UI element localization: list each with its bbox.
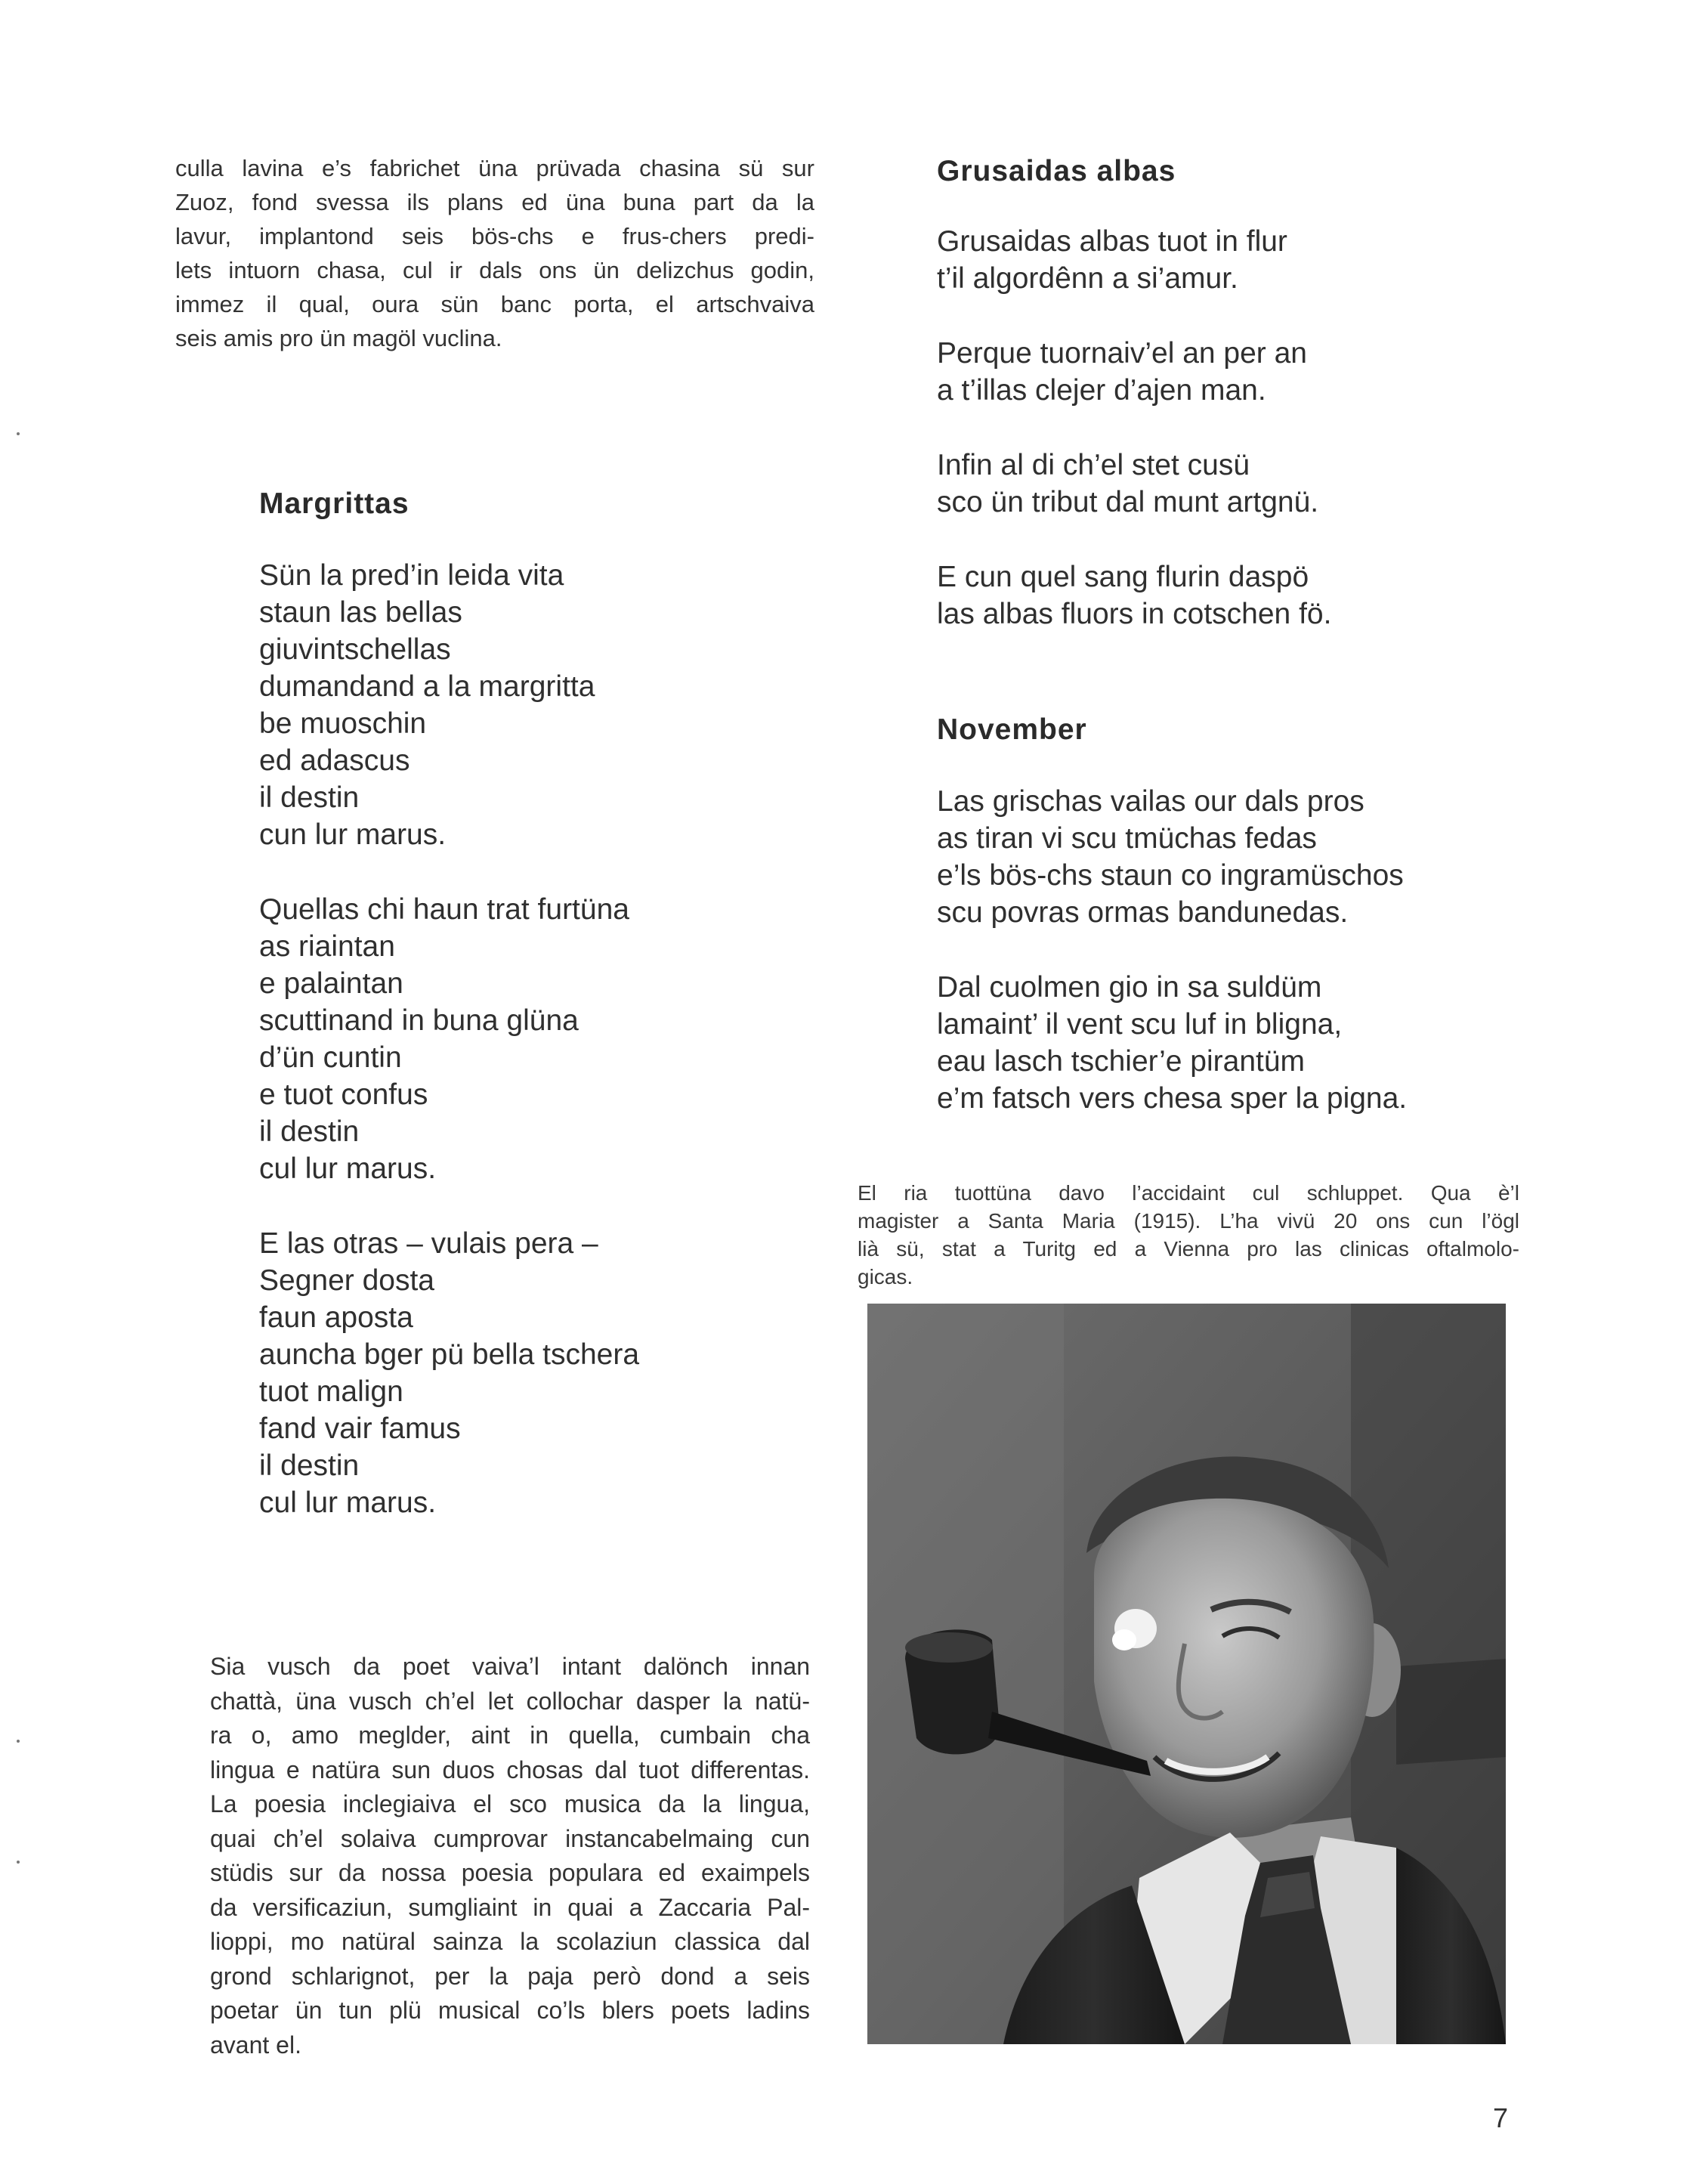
verse-line: cul lur marus. [259, 1152, 437, 1185]
poem-title: November [937, 713, 1087, 746]
verse-line: tuot malign [259, 1375, 403, 1408]
stanza [259, 891, 788, 1187]
closing-line: La poesia inclegiaiva el sco musica da la lingua, [210, 1790, 810, 1817]
verse-line: Las grischas vailas our dals pros [937, 785, 1364, 818]
verse-line: e tuot confus [259, 1078, 428, 1111]
poem-body [937, 783, 1617, 1117]
intro-line: lavur, implantond seis bös-chs e frus-chers predi- [175, 223, 814, 249]
poem-title: Grusaidas albas [937, 155, 1176, 187]
verse-line: d’ün cuntin [259, 1041, 402, 1074]
poem-november [937, 713, 1617, 1117]
verse-line: sco ün tribut dal munt artgnü. [937, 486, 1319, 518]
verse-line: cul lur marus. [259, 1486, 437, 1519]
photo-caption [858, 1179, 1519, 1291]
verse-line: giuvintschellas [259, 633, 451, 666]
verse-line: a t’illas clejer d’ajen man. [937, 374, 1266, 407]
intro-line: lets intuorn chasa, cul ir dals ons ün delizchus godin, [175, 257, 814, 283]
stanza [937, 335, 1617, 409]
margin-dot [17, 432, 20, 435]
closing-line: avant el. [210, 2031, 301, 2059]
stanza [937, 969, 1617, 1117]
verse-line: il destin [259, 1115, 360, 1148]
intro-line: culla lavina e’s fabrichet üna prüvada chasina sü sur [175, 155, 814, 181]
closing-line: da versificaziun, sumgliaint in quai a Zaccaria Pal- [210, 1893, 810, 1921]
closing-paragraph [210, 1650, 810, 2062]
verse-line: scu povras ormas bandunedas. [937, 896, 1349, 929]
intro-line: Zuoz, fond svessa ils plans ed üna buna part da la [175, 189, 814, 215]
verse-line: auncha bger pü bella tschera [259, 1338, 640, 1371]
verse-line: staun las bellas [259, 596, 462, 629]
stanza [937, 783, 1617, 931]
intro-paragraph [175, 151, 814, 355]
verse-line: Perque tuornaiv’el an per an [937, 337, 1307, 370]
verse-line: scuttinand in buna glüna [259, 1004, 579, 1037]
caption-line: lià sü, stat a Turitg ed a Vienna pro las clinicas oftalmolo- [858, 1237, 1519, 1261]
verse-line: las albas fluors in cotschen fö. [937, 598, 1332, 630]
verse-line: E cun quel sang flurin daspö [937, 561, 1309, 593]
stanza [259, 1225, 788, 1521]
verse-line: Grusaidas albas tuot in flur [937, 225, 1287, 258]
closing-line: quai ch’el solaiva cumprovar instancabelmaing cun [210, 1824, 810, 1852]
margin-dot [17, 1861, 20, 1864]
poem-body [937, 223, 1617, 633]
verse-line: Quellas chi haun trat furtüna [259, 893, 629, 926]
verse-line: t’il algordênn a si’amur. [937, 262, 1238, 295]
verse-line: fand vair famus [259, 1412, 461, 1445]
verse-line: as tiran vi scu tmüchas fedas [937, 822, 1317, 855]
intro-line: immez il qual, oura sün banc porta, el artschvaiva [175, 291, 814, 317]
poem-grusaidas-albas [937, 155, 1617, 633]
margin-dot [17, 1740, 20, 1743]
caption-line: gicas. [858, 1265, 913, 1288]
verse-line: il destin [259, 1449, 360, 1482]
verse-line: eau lasch tschier’e pirantüm [937, 1045, 1306, 1078]
closing-line: lioppi, mo natüral sainza la scolaziun classica dal [210, 1928, 810, 1955]
stanza [937, 558, 1617, 633]
verse-line: il destin [259, 781, 360, 814]
stanza [937, 447, 1617, 521]
intro-line: seis amis pro ün magöl vuclina. [175, 325, 502, 351]
closing-line: lingua e natüra sun duos chosas dal tuot differentas. [210, 1756, 810, 1783]
poem-body [259, 557, 788, 1521]
verse-line: lamaint’ il vent scu luf in bligna, [937, 1008, 1343, 1041]
verse-line: E las otras – vulais pera – [259, 1227, 598, 1260]
closing-line: poetar ün tun plü musical co’ls blers poets ladins [210, 1997, 810, 2024]
verse-line: dumandand a la margritta [259, 670, 595, 703]
poem-title: Margrittas [259, 487, 410, 520]
page-number: 7 [1493, 2102, 1509, 2133]
verse-line: e’ls bös-chs staun co ingramüschos [937, 859, 1404, 892]
verse-line: Dal cuolmen gio in sa suldüm [937, 971, 1322, 1004]
verse-line: Sün la pred’in leida vita [259, 559, 564, 592]
verse-line: Segner dosta [259, 1264, 435, 1297]
verse-line: as riaintan [259, 930, 395, 963]
verse-line: faun aposta [259, 1301, 413, 1334]
verse-line: be muoschin [259, 707, 427, 740]
verse-line: e’m fatsch vers chesa sper la pigna. [937, 1082, 1408, 1115]
verse-line: Infin al di ch’el stet cusü [937, 449, 1250, 481]
poem-margrittas [259, 487, 788, 1521]
stanza [937, 223, 1617, 297]
closing-line: grond schlarignot, per la paja però dond a seis [210, 1962, 810, 1990]
portrait-photo [867, 1304, 1506, 2044]
caption-line: magister a Santa Maria (1915). L’ha vivü 20 ons cun l’ögl [858, 1209, 1519, 1233]
verse-line: cun lur marus. [259, 818, 447, 851]
closing-line: stüdis sur da nossa poesia populara ed exaimpels [210, 1859, 810, 1886]
verse-line: e palaintan [259, 967, 403, 1000]
verse-line: ed adascus [259, 744, 410, 777]
stanza [259, 557, 788, 853]
caption-line: El ria tuottüna davo l’accidaint cul schluppet. Qua è’l [858, 1181, 1519, 1205]
closing-line: Sia vusch da poet vaiva’l intant dalönch innan [210, 1653, 810, 1680]
closing-line: chattà, üna vusch ch’el let collochar dasper la natü- [210, 1687, 810, 1715]
closing-line: ra o, amo meglder, aint in quella, cumbain cha [210, 1722, 810, 1749]
